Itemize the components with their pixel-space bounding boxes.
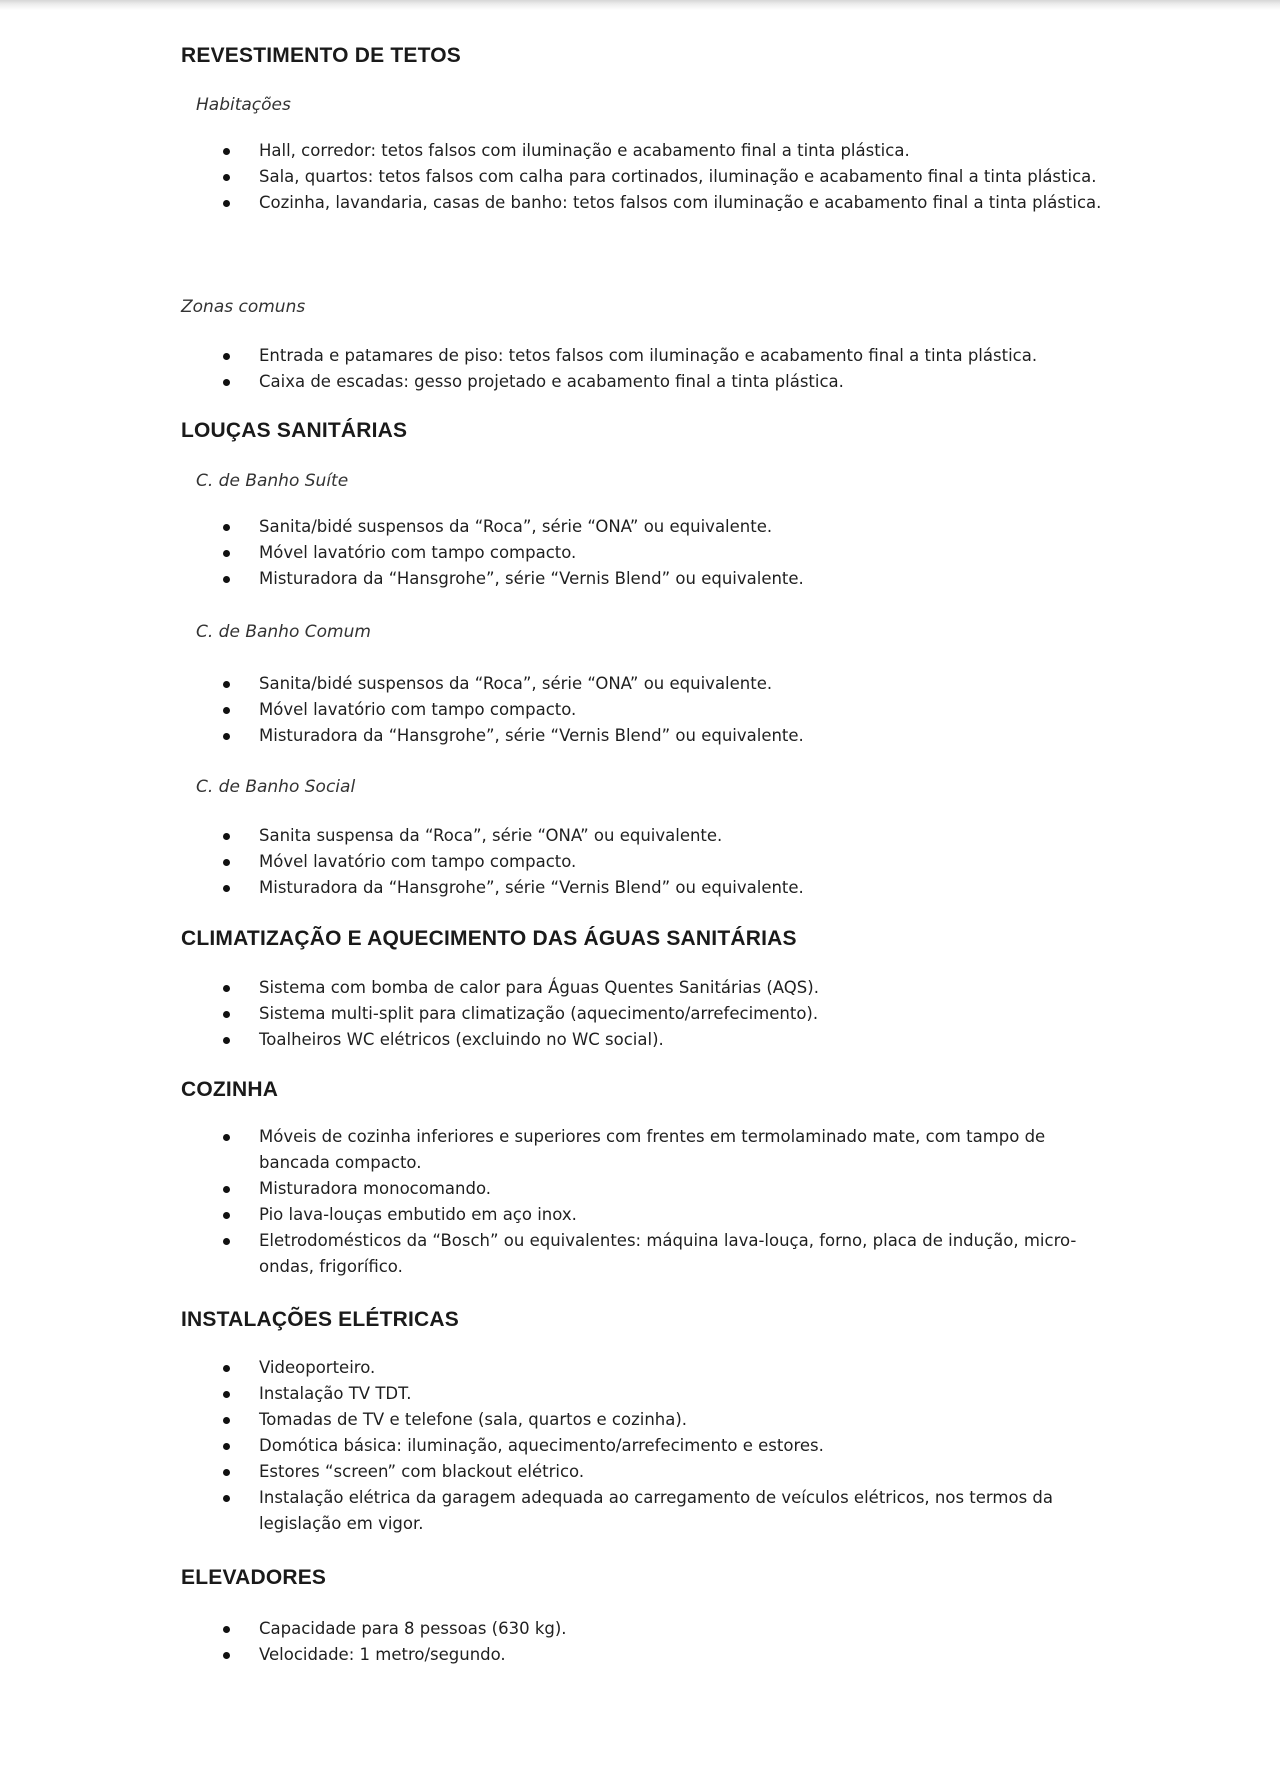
subheading-zonas-comuns: Zonas comuns [181,297,306,317]
subheading-banho-suite: C. de Banho Suíte [196,471,349,491]
list-item [0,1459,1109,1485]
subheading-habitacoes: Habitações [196,95,291,115]
list-item-text: Misturadora monocomando. [259,1179,491,1198]
bullet-icon [223,1443,230,1450]
list-item-text: Móvel lavatório com tampo compacto. [259,700,577,719]
list-instalacoes-eletricas [0,1355,1280,1537]
bullet-icon [223,1037,230,1044]
bullet-icon [223,1652,230,1659]
list-item-text: Videoporteiro. [259,1358,376,1377]
section-heading-revestimento-tetos: REVESTIMENTO DE TETOS [181,44,461,67]
list-item-text: Sistema com bomba de calor para Águas Quentes Sanitárias (AQS). [259,978,819,997]
bullet-icon [223,733,230,740]
list-item-text: Misturadora da “Hansgrohe”, série “Vernis Blend” ou equivalente. [259,569,804,588]
list-item-text: Hall, corredor: tetos falsos com iluminação e acabamento final a tinta plástica. [259,141,910,160]
list-item-text: Tomadas de TV e telefone (sala, quartos e cozinha). [259,1410,688,1429]
bullet-icon [223,353,230,360]
list-item-text: Móvel lavatório com tampo compacto. [259,543,577,562]
list-item-text: Pio lava-louças embutido em aço inox. [259,1205,577,1224]
list-item-text: Caixa de escadas: gesso projetado e acabamento final a tinta plástica. [259,372,844,391]
list-item [0,1027,1109,1053]
section-heading-climatizacao: CLIMATIZAÇÃO E AQUECIMENTO DAS ÁGUAS SANITÁRIAS [181,927,797,950]
section-heading-loucas-sanitarias: LOUÇAS SANITÁRIAS [181,419,408,442]
list-item-text: Cozinha, lavandaria, casas de banho: tetos falsos com iluminação e acabamento final a tinta plástica. [259,193,1102,212]
section-heading-cozinha: COZINHA [181,1078,279,1101]
section-heading-instalacoes-eletricas: INSTALAÇÕES ELÉTRICAS [181,1308,459,1331]
list-item [0,1642,1109,1668]
list-item [0,1355,1109,1381]
list-banho-social [0,823,1280,901]
bullet-icon [223,379,230,386]
list-item-text: Sala, quartos: tetos falsos com calha para cortinados, iluminação e acabamento final a tinta plástica. [259,167,1097,186]
bullet-icon [223,1626,230,1633]
list-item [0,1485,1109,1537]
list-item-text: Entrada e patamares de piso: tetos falsos com iluminação e acabamento final a tinta plástica. [259,346,1038,365]
list-banho-comum [0,671,1280,749]
bullet-icon [223,1238,230,1245]
list-item-text: Instalação TV TDT. [259,1384,412,1403]
list-item [0,1407,1109,1433]
list-item-text: Móveis de cozinha inferiores e superiores com frentes em termolaminado mate, com tampo de bancada compacto. [259,1127,1046,1172]
list-item [0,849,1109,875]
bullet-icon [223,576,230,583]
list-item-text: Sanita/bidé suspensos da “Roca”, série “ONA” ou equivalente. [259,517,773,536]
list-zonas-comuns [0,343,1280,395]
bullet-icon [223,524,230,531]
bullet-icon [223,1186,230,1193]
list-item [0,566,1109,592]
list-climatizacao [0,975,1280,1053]
bullet-icon [223,1212,230,1219]
list-item [0,823,1109,849]
list-item [0,369,1109,395]
bullet-icon [223,1391,230,1398]
list-item-text: Toalheiros WC elétricos (excluindo no WC social). [259,1030,664,1049]
list-item-text: Sanita suspensa da “Roca”, série “ONA” ou equivalente. [259,826,723,845]
list-item [0,975,1109,1001]
section-heading-elevadores: ELEVADORES [181,1566,327,1589]
list-item [0,1616,1109,1642]
bullet-icon [223,1011,230,1018]
bullet-icon [223,148,230,155]
list-item-text: Eletrodomésticos da “Bosch” ou equivalentes: máquina lava-louça, forno, placa de indução, micro-ondas, frigorífico. [259,1231,1077,1276]
list-banho-suite [0,514,1280,592]
list-item [0,1381,1109,1407]
bullet-icon [223,1469,230,1476]
list-item [0,1124,1109,1176]
list-item-text: Estores “screen” com blackout elétrico. [259,1462,585,1481]
list-item-text: Instalação elétrica da garagem adequada ao carregamento de veículos elétricos, nos termos da legislação em vigor. [259,1488,1054,1533]
bullet-icon [223,833,230,840]
list-elevadores [0,1616,1280,1668]
list-item-text: Misturadora da “Hansgrohe”, série “Vernis Blend” ou equivalente. [259,726,804,745]
bullet-icon [223,707,230,714]
list-item [0,1228,1109,1280]
list-item [0,671,1109,697]
bullet-icon [223,1134,230,1141]
bullet-icon [223,885,230,892]
bullet-icon [223,1417,230,1424]
bullet-icon [223,985,230,992]
list-item-text: Capacidade para 8 pessoas (630 kg). [259,1619,567,1638]
list-habitacoes [0,138,1280,216]
bullet-icon [223,859,230,866]
subheading-banho-social: C. de Banho Social [196,777,356,797]
list-item-text: Móvel lavatório com tampo compacto. [259,852,577,871]
list-item [0,875,1109,901]
bullet-icon [223,681,230,688]
bullet-icon [223,1365,230,1372]
list-item [0,514,1109,540]
list-item [0,1433,1109,1459]
bullet-icon [223,174,230,181]
bullet-icon [223,200,230,207]
list-item [0,540,1109,566]
subheading-banho-comum: C. de Banho Comum [196,622,371,642]
list-item [0,190,1109,216]
list-item [0,343,1109,369]
bullet-icon [223,1495,230,1502]
list-item [0,723,1109,749]
list-item [0,697,1109,723]
list-item-text: Domótica básica: iluminação, aquecimento/arrefecimento e estores. [259,1436,824,1455]
list-cozinha [0,1124,1280,1280]
list-item-text: Sistema multi-split para climatização (aquecimento/arrefecimento). [259,1004,819,1023]
list-item [0,1001,1109,1027]
list-item-text: Velocidade: 1 metro/segundo. [259,1645,506,1664]
list-item-text: Sanita/bidé suspensos da “Roca”, série “ONA” ou equivalente. [259,674,773,693]
list-item [0,1176,1109,1202]
bullet-icon [223,550,230,557]
list-item [0,138,1109,164]
list-item [0,1202,1109,1228]
list-item [0,164,1109,190]
list-item-text: Misturadora da “Hansgrohe”, série “Vernis Blend” ou equivalente. [259,878,804,897]
